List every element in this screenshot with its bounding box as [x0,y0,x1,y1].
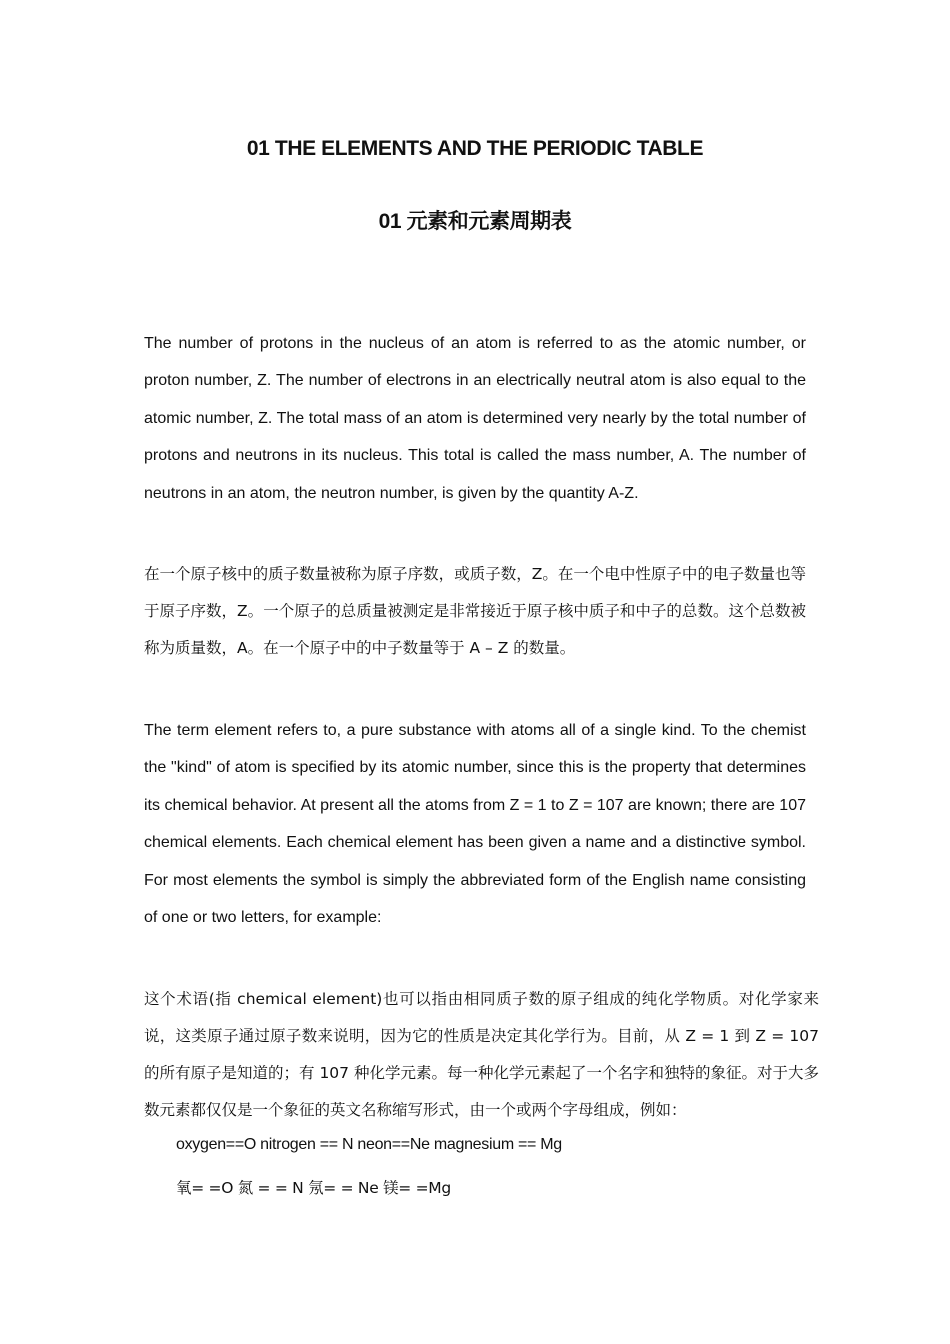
paragraph-atomic-number-zh: 在一个原子核中的质子数量被称为原子序数，或质子数，Z。在一个电中性原子中的电子数量也等于原子序数，Z。一个原子的总质量被测定是非常接近于原子核中质子和中子的总数。这个总数被称为质量数，A。在一个原子中的中子数量等于 A – Z 的数量。 [144,565,806,657]
paragraph-atomic-number-en: The number of protons in the nucleus of an atom is referred to as the atomic number, or proton number, Z. The number of electrons in an electrically neutral atom is also equal to the atomic number, Z. The total mass of an atom is determined very nearly by the total number of protons and neutrons in its nucleus. This total is called the mass number, A. The number of neutrons in an atom, the neutron number, is given by the quantity A-Z. [144,335,806,502]
paragraph-element-definition-zh: 这个术语(指 chemical element)也可以指由相同质子数的原子组成的纯化学物质。对化学家来说，这类原子通过原子数来说明，因为它的性质是决定其化学行为。目前，从 Z = 1 到 Z = 107 的所有原子是知道的；有 107 种化学元素。每一种化学元素起了一个名字和独特的象征。对于大多数元素都仅仅是一个象征的英文名称缩写形式，由一个或两个字母组成，例如： [144,990,819,1119]
element-symbol-examples-en: oxygen==O nitrogen == N neon==Ne magnesium == Mg [176,1136,562,1153]
title-english: 01 THE ELEMENTS AND THE PERIODIC TABLE [246,137,704,160]
paragraph-element-definition-en: The term element refers to, a pure substance with atoms all of a single kind. To the chemist the "kind" of atom is specified by its atomic number, since this is the property that determines its chemical behavior. At present all the atoms from Z = 1 to Z = 107 are known; there are 107 chemical elements. Each chemical element has been given a name and a distinctive symbol. For most elements the symbol is simply the abbreviated form of the English name consisting of one or two letters, for example: [144,722,806,927]
title-chinese: 01 元素和元素周期表 [378,210,572,233]
element-symbol-examples-zh: 氧= =O 氮 = = N 氖= = Ne 镁= =Mg [176,1179,451,1197]
